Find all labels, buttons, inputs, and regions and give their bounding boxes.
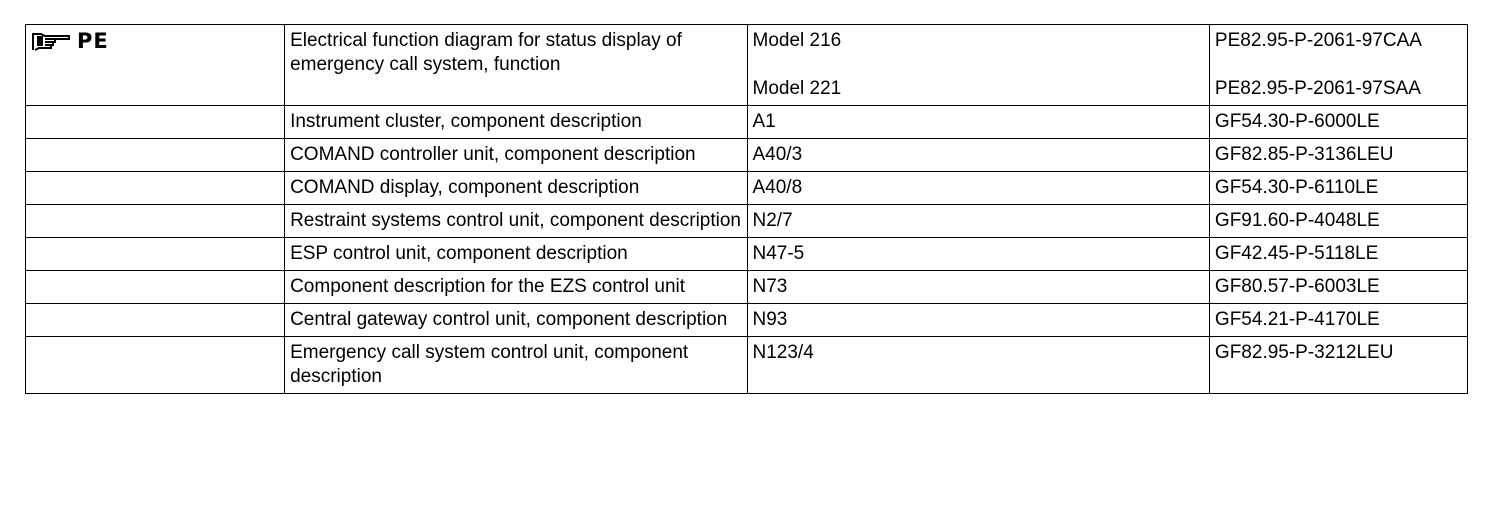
marker-cell (26, 25, 285, 106)
pointing-hand-icon (31, 30, 71, 52)
table-row (26, 106, 1468, 139)
row-component: N123/4 (747, 337, 1209, 394)
row-document-link[interactable]: GF91.60-P-4048LE (1209, 205, 1467, 238)
row-component: N47-5 (747, 238, 1209, 271)
row-component: A40/3 (747, 139, 1209, 172)
table-row (26, 205, 1468, 238)
row-description: ESP control unit, component description (285, 238, 747, 271)
pe-marker (31, 29, 279, 53)
header-document-cell (1209, 25, 1467, 106)
row-description: COMAND display, component description (285, 172, 747, 205)
row-document-link[interactable]: GF42.45-P-5118LE (1209, 238, 1467, 271)
model-label-1: Model 216 (752, 30, 842, 51)
row-document-link[interactable]: GF82.95-P-3212LEU (1209, 337, 1467, 394)
table-row (26, 139, 1468, 172)
row-component: N2/7 (747, 205, 1209, 238)
document-link-2[interactable]: PE82.95-P-2061-97SAA (1214, 78, 1421, 99)
model-label-2: Model 221 (752, 78, 842, 99)
header-model-cell (747, 25, 1209, 106)
row-component: N73 (747, 271, 1209, 304)
pe-label: PE (77, 29, 109, 53)
row-document-link[interactable]: GF54.30-P-6000LE (1209, 106, 1467, 139)
table-row (26, 238, 1468, 271)
table-row (26, 304, 1468, 337)
row-description: Instrument cluster, component description (285, 106, 747, 139)
row-description: Restraint systems control unit, component description (285, 205, 747, 238)
row-description: COMAND controller unit, component description (285, 139, 747, 172)
row-document-link[interactable]: GF80.57-P-6003LE (1209, 271, 1467, 304)
row-document-link[interactable]: GF54.30-P-6110LE (1209, 172, 1467, 205)
table-row (26, 337, 1468, 394)
row-component: N93 (747, 304, 1209, 337)
row-description: Emergency call system control unit, component description (285, 337, 747, 394)
table-row (26, 172, 1468, 205)
row-description: Central gateway control unit, component description (285, 304, 747, 337)
table-row (26, 271, 1468, 304)
row-document-link[interactable]: GF82.85-P-3136LEU (1209, 139, 1467, 172)
header-description-cell (285, 25, 747, 106)
row-description: Component description for the EZS control unit (285, 271, 747, 304)
reference-table (25, 24, 1468, 394)
row-component: A1 (747, 106, 1209, 139)
row-document-link[interactable]: GF54.21-P-4170LE (1209, 304, 1467, 337)
row-component: A40/8 (747, 172, 1209, 205)
header-description: Electrical function diagram for status display of emergency call system, function (290, 30, 682, 75)
document-link-1[interactable]: PE82.95-P-2061-97CAA (1214, 30, 1422, 51)
header-row (26, 25, 1468, 106)
